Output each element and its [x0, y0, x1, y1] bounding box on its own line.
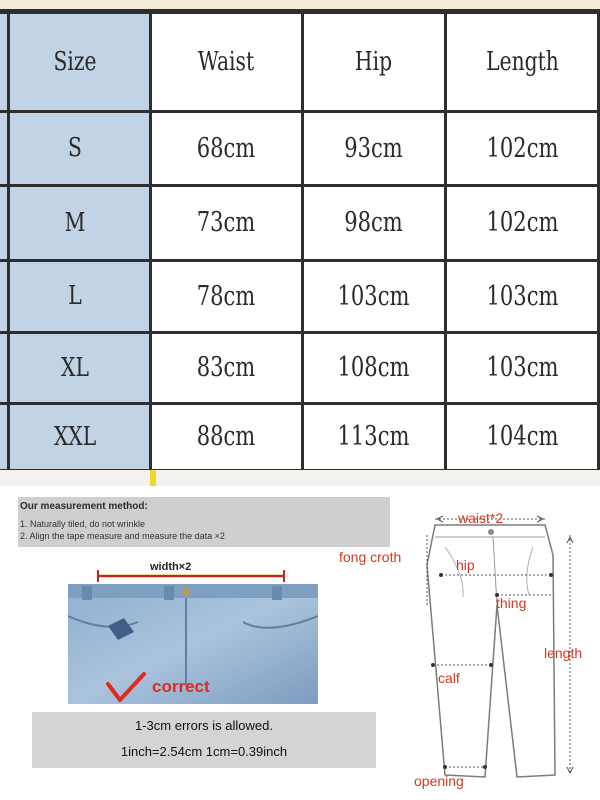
measurement-cell: 102cm [486, 132, 559, 164]
size-cell: XXL [53, 421, 97, 452]
correct-label: correct [152, 677, 210, 696]
table-row [0, 185, 600, 260]
measurement-cell: 68cm [196, 132, 256, 164]
fong-croth-label: fong croth [339, 549, 402, 565]
table-row [0, 111, 600, 185]
table-yellow-edge [150, 470, 156, 486]
table-header-cell: Waist [197, 46, 255, 77]
measurement-cell: 73cm [196, 207, 256, 238]
opening-label: opening [414, 773, 464, 789]
table-grid-line [149, 12, 152, 470]
hip-label: hip [456, 557, 475, 573]
measurement-cell: 102cm [486, 207, 559, 238]
table-header-cell: Length [486, 46, 559, 77]
table-grid-line [0, 110, 600, 113]
table-grid-line [7, 12, 10, 470]
measurement-cell: 113cm [337, 421, 410, 452]
tolerance-note: 1-3cm errors is allowed. [135, 718, 273, 733]
measurement-cell: 83cm [196, 352, 256, 383]
measurement-cell: 98cm [344, 207, 403, 238]
measurement-cell: 108cm [337, 352, 410, 383]
table-bottom-padding [0, 470, 600, 486]
table-grid-line [0, 11, 600, 14]
table-row [0, 403, 600, 470]
check-mark-icon [104, 670, 148, 704]
length-label: length [544, 645, 583, 661]
measurement-cell: 103cm [486, 352, 559, 383]
measurement-cell: 103cm [337, 280, 410, 312]
measurement-cell: 78cm [196, 280, 256, 312]
measurement-cell: 103cm [486, 280, 559, 312]
size-cell: M [64, 207, 86, 238]
measurement-cell: 104cm [486, 421, 559, 452]
table-header-cell: Size [53, 46, 97, 77]
table-row [0, 332, 600, 403]
table-row [0, 260, 600, 332]
width-times-two-label: width×2 [150, 561, 192, 573]
size-cell: XL [61, 352, 89, 383]
table-grid-line [301, 12, 304, 470]
measurement-cell: 88cm [196, 421, 256, 452]
table-grid-line [0, 259, 600, 262]
size-cell: L [68, 281, 82, 311]
table-header-cell: Hip [354, 46, 393, 77]
measurement-step-1: 1. Naturally tiled, do not wrinkle [20, 519, 146, 529]
unit-conversion-note: 1inch=2.54cm 1cm=0.39inch [120, 744, 288, 759]
table-grid-line [444, 12, 447, 470]
measurement-cell: 93cm [344, 132, 403, 164]
size-cell: S [68, 133, 82, 163]
table-grid-line [0, 184, 600, 187]
table-grid-line [0, 331, 600, 334]
table-header-row [0, 12, 600, 111]
calf-label: calf [438, 670, 460, 686]
measurement-step-2: 2. Align the tape measure and measure the data ×2 [20, 531, 225, 541]
thing-label: thing [496, 595, 527, 611]
waist-label: waist*2 [458, 510, 504, 526]
measurement-method-title: Our measurement method: [20, 501, 148, 512]
table-grid-line [0, 402, 600, 405]
